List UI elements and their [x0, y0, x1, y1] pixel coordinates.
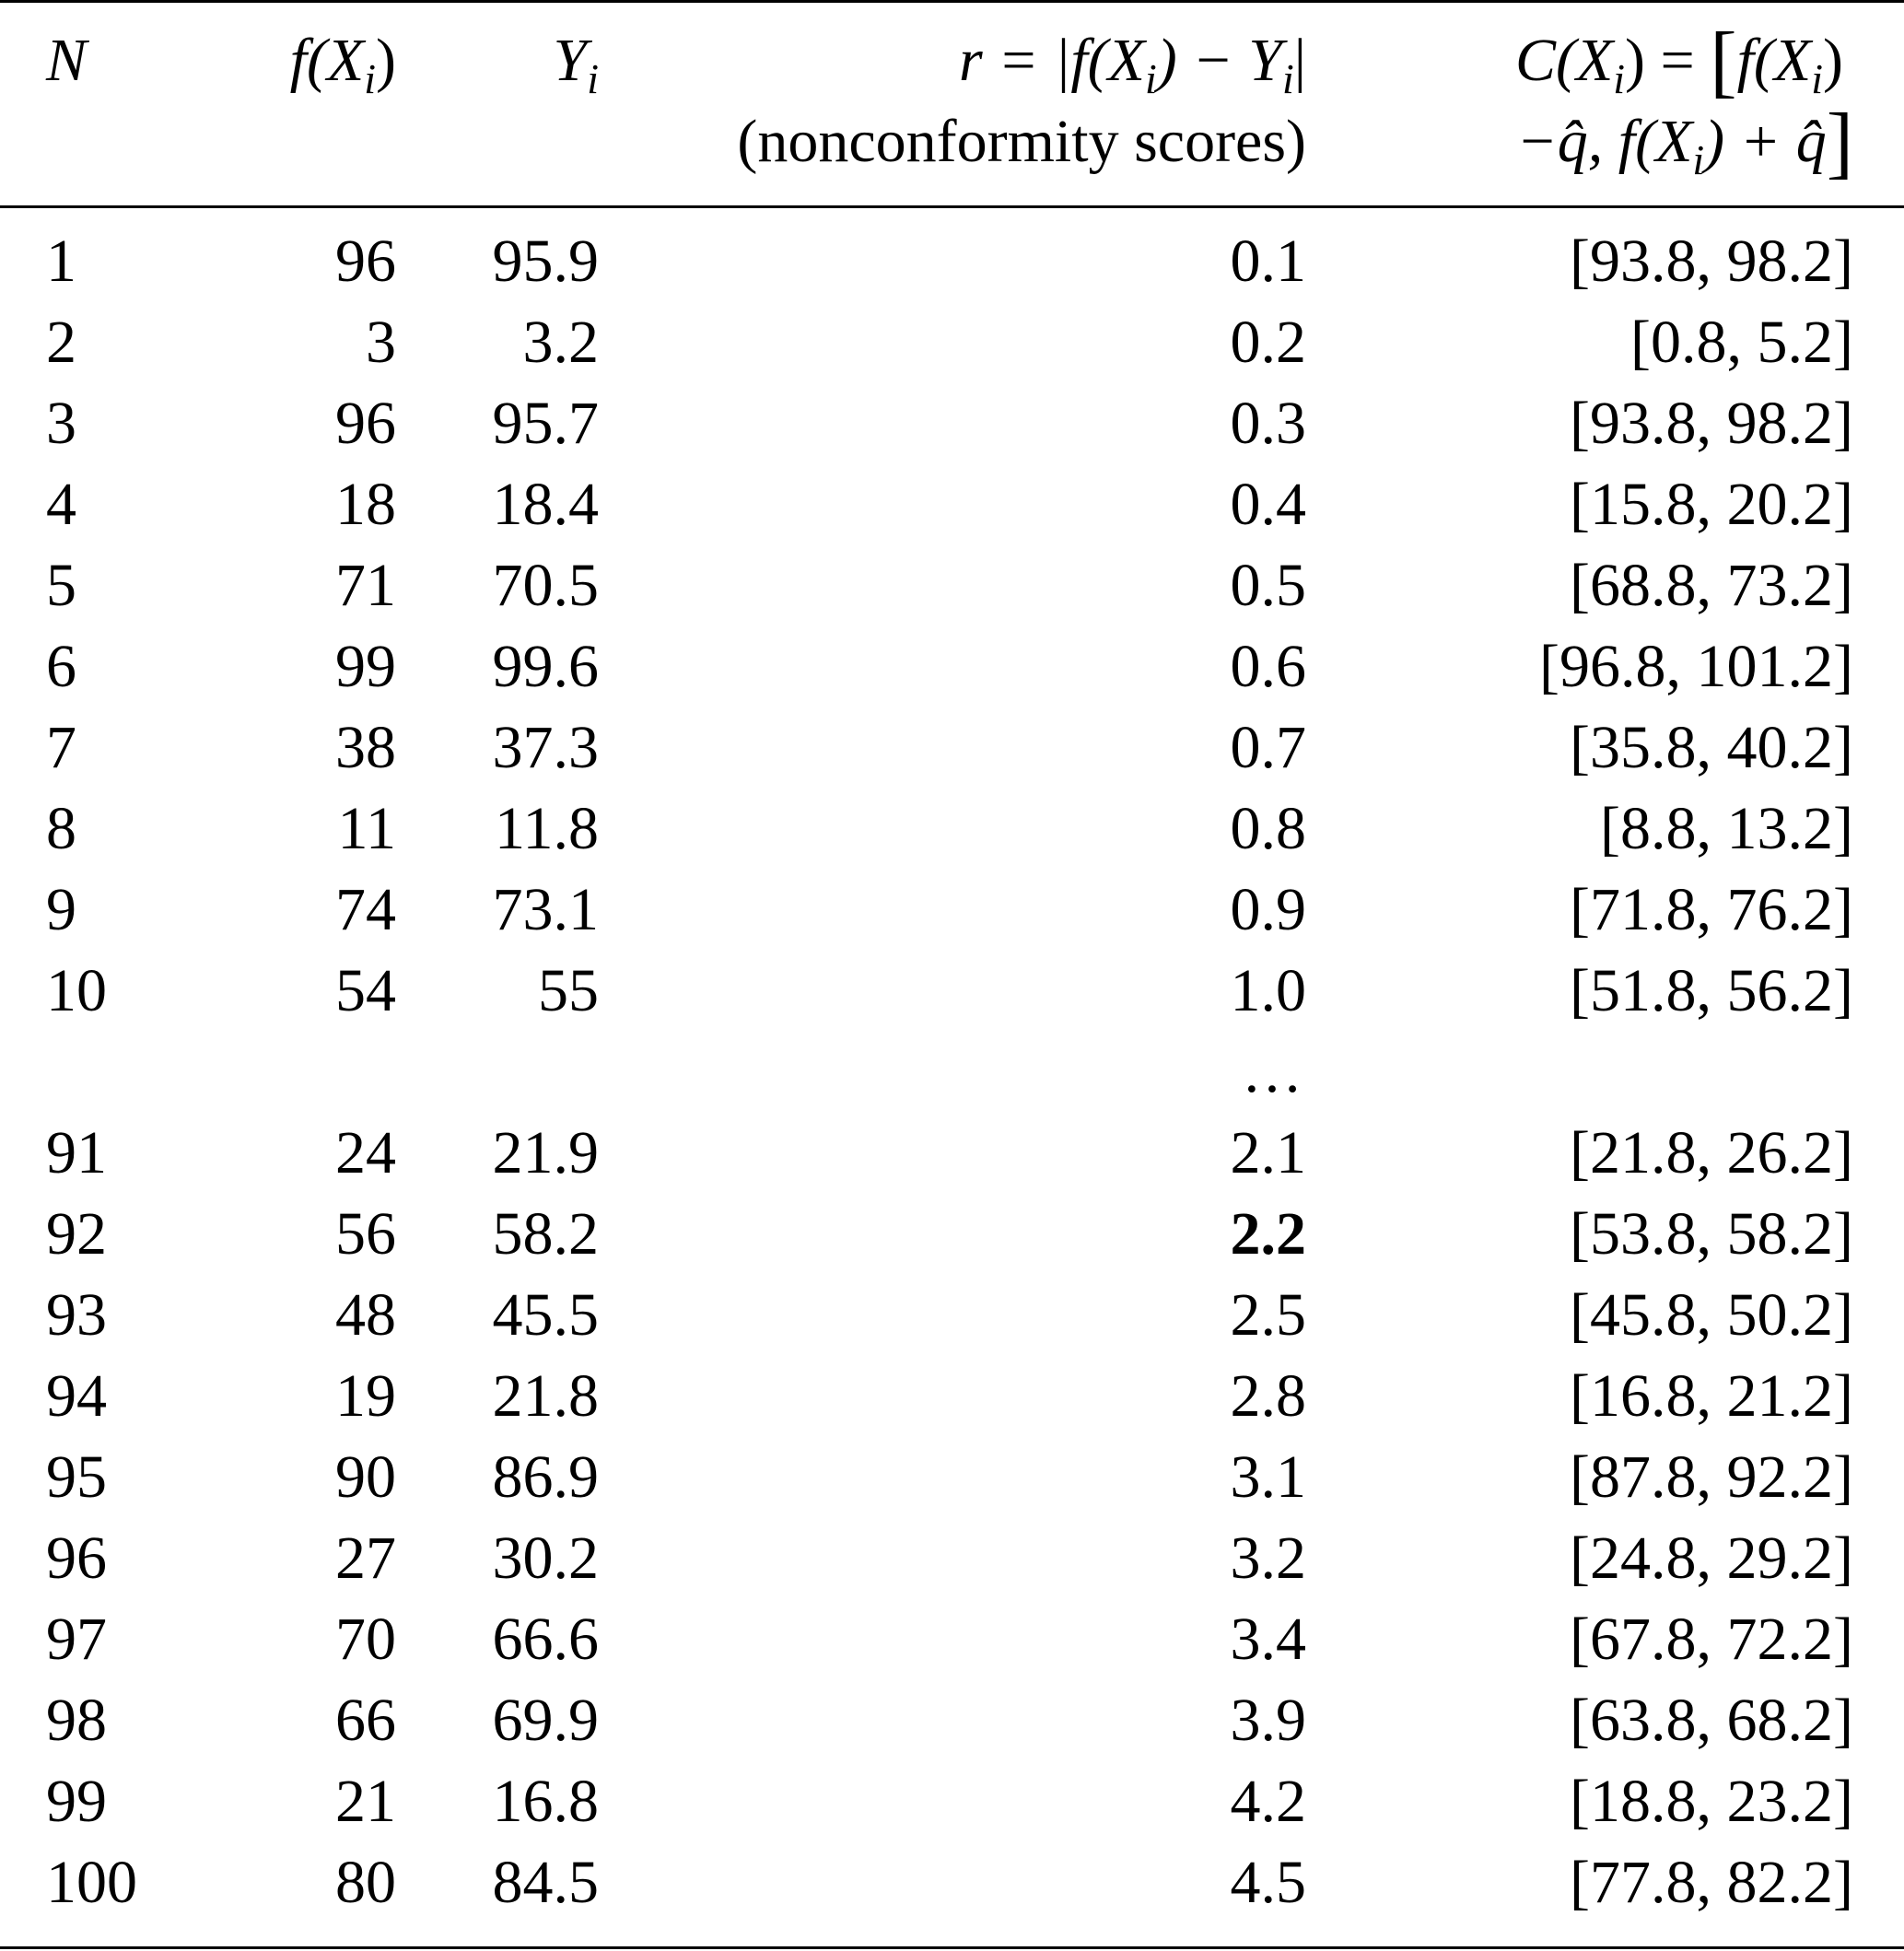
cell-prediction: 99	[335, 633, 396, 700]
cell-prediction: 3	[366, 309, 396, 376]
cell-n: 7	[46, 714, 76, 781]
table-row	[0, 789, 1904, 870]
rows-omitted-ellipsis: …	[1242, 1038, 1306, 1105]
cell-score: 2.8	[1230, 1362, 1306, 1430]
table-row	[0, 1761, 1904, 1842]
cell-prediction: 71	[335, 552, 396, 619]
cell-prediction: 96	[335, 390, 396, 457]
cell-interval: [16.8, 21.2]	[1570, 1362, 1853, 1430]
cell-score: 0.7	[1230, 714, 1306, 781]
cell-score: 2.2	[1230, 1200, 1306, 1268]
cell-interval: [93.8, 98.2]	[1570, 228, 1853, 295]
header-n: N	[46, 27, 88, 94]
table-row	[0, 1680, 1904, 1761]
cell-score: 0.3	[1230, 390, 1306, 457]
cell-interval: [35.8, 40.2]	[1570, 714, 1853, 781]
cell-interval: [24.8, 29.2]	[1570, 1525, 1853, 1592]
header-true-value: $Y_i$	[553, 27, 599, 102]
cell-score: 0.8	[1230, 795, 1306, 862]
cell-score: 3.4	[1230, 1606, 1306, 1673]
cell-n: 98	[46, 1687, 107, 1754]
table-row	[0, 302, 1904, 383]
header-interval-line1: $C(X_i) = [f(X_i)$	[1514, 17, 1843, 106]
cell-true-value: 86.9	[492, 1443, 599, 1511]
table-row	[0, 707, 1904, 789]
cell-interval: [67.8, 72.2]	[1570, 1606, 1853, 1673]
cell-true-value: 95.9	[492, 228, 599, 295]
cell-interval: [87.8, 92.2]	[1570, 1443, 1853, 1511]
cell-interval: [18.8, 23.2]	[1570, 1768, 1853, 1835]
cell-interval: [96.8, 101.2]	[1539, 633, 1853, 700]
cell-score: 4.2	[1230, 1768, 1306, 1835]
table-row	[0, 1437, 1904, 1518]
cell-n: 2	[46, 309, 76, 376]
cell-prediction: 74	[335, 876, 396, 943]
cell-true-value: 21.8	[492, 1362, 599, 1430]
table-row	[0, 1356, 1904, 1437]
cell-true-value: 16.8	[492, 1768, 599, 1835]
table-row	[0, 951, 1904, 1032]
cell-interval: [53.8, 58.2]	[1570, 1200, 1853, 1268]
cell-true-value: 58.2	[492, 1200, 599, 1268]
table-row	[0, 1113, 1904, 1194]
cell-interval: [0.8, 5.2]	[1630, 309, 1853, 376]
cell-interval: [71.8, 76.2]	[1570, 876, 1853, 943]
cell-interval: [51.8, 56.2]	[1570, 957, 1853, 1024]
cell-score: 4.5	[1230, 1849, 1306, 1916]
table-row	[0, 1275, 1904, 1356]
cell-prediction: 54	[335, 957, 396, 1024]
cell-n: 92	[46, 1200, 107, 1268]
table-top-rule	[0, 0, 1904, 3]
cell-true-value: 18.4	[492, 471, 599, 538]
cell-n: 100	[46, 1849, 137, 1916]
cell-n: 8	[46, 795, 76, 862]
cell-prediction: 48	[335, 1281, 396, 1349]
cell-n: 99	[46, 1768, 107, 1835]
header-score-caption: (nonconformity scores)	[737, 108, 1306, 175]
table-row	[0, 626, 1904, 707]
cell-n: 97	[46, 1606, 107, 1673]
table-bottom-rule	[0, 1946, 1904, 1949]
cell-score: 0.1	[1230, 228, 1306, 295]
cell-n: 4	[46, 471, 76, 538]
table-row	[0, 545, 1904, 626]
cell-n: 96	[46, 1525, 107, 1592]
cell-true-value: 37.3	[492, 714, 599, 781]
cell-true-value: 3.2	[522, 309, 599, 376]
cell-interval: [68.8, 73.2]	[1570, 552, 1853, 619]
cell-score: 2.1	[1230, 1119, 1306, 1186]
table-row	[0, 1599, 1904, 1680]
cell-n: 94	[46, 1362, 107, 1430]
table-row	[0, 221, 1904, 302]
cell-prediction: 21	[335, 1768, 396, 1835]
header-interval-line2: −q̂, $f(X_i)$ + q̂]	[1516, 98, 1853, 187]
cell-prediction: 70	[335, 1606, 396, 1673]
cell-score: 3.1	[1230, 1443, 1306, 1511]
cell-score: 3.9	[1230, 1687, 1306, 1754]
table-header-rule	[0, 205, 1904, 208]
cell-n: 3	[46, 390, 76, 457]
cell-n: 95	[46, 1443, 107, 1511]
cell-n: 10	[46, 957, 107, 1024]
cell-prediction: 27	[335, 1525, 396, 1592]
cell-interval: [21.8, 26.2]	[1570, 1119, 1853, 1186]
cell-true-value: 69.9	[492, 1687, 599, 1754]
cell-interval: [63.8, 68.2]	[1570, 1687, 1853, 1754]
cell-score: 0.6	[1230, 633, 1306, 700]
cell-interval: [45.8, 50.2]	[1570, 1281, 1853, 1349]
cell-true-value: 99.6	[492, 633, 599, 700]
table-row	[0, 1194, 1904, 1275]
header-prediction-interval	[1514, 17, 1853, 187]
cell-prediction: 56	[335, 1200, 396, 1268]
cell-true-value: 66.6	[492, 1606, 599, 1673]
cell-prediction: 90	[335, 1443, 396, 1511]
cell-true-value: 55	[538, 957, 599, 1024]
cell-score: 0.2	[1230, 309, 1306, 376]
cell-prediction: 24	[335, 1119, 396, 1186]
cell-n: 5	[46, 552, 76, 619]
cell-interval: [93.8, 98.2]	[1570, 390, 1853, 457]
cell-interval: [77.8, 82.2]	[1570, 1849, 1853, 1916]
cell-prediction: 18	[335, 471, 396, 538]
header-prediction: $f(X_i)$	[289, 27, 396, 102]
cell-prediction: 66	[335, 1687, 396, 1754]
table-row	[0, 1518, 1904, 1599]
cell-prediction: 11	[337, 795, 396, 862]
table-row	[0, 383, 1904, 464]
cell-true-value: 21.9	[492, 1119, 599, 1186]
cell-score: 0.9	[1230, 876, 1306, 943]
table-row	[0, 1842, 1904, 1923]
cell-true-value: 11.8	[494, 795, 599, 862]
cell-n: 6	[46, 633, 76, 700]
cell-interval: [15.8, 20.2]	[1570, 471, 1853, 538]
cell-score: 0.4	[1230, 471, 1306, 538]
cell-true-value: 84.5	[492, 1849, 599, 1916]
cell-true-value: 95.7	[492, 390, 599, 457]
cell-n: 9	[46, 876, 76, 943]
cell-true-value: 70.5	[492, 552, 599, 619]
cell-prediction: 80	[335, 1849, 396, 1916]
cell-true-value: 73.1	[492, 876, 599, 943]
table-row	[0, 464, 1904, 545]
cell-true-value: 45.5	[492, 1281, 599, 1349]
header-score-formula: $r = |f(X_i) - Y_i|$	[958, 27, 1306, 102]
cell-n: 91	[46, 1119, 107, 1186]
header-nonconformity-score	[737, 20, 1306, 182]
cell-prediction: 19	[335, 1362, 396, 1430]
cell-interval: [8.8, 13.2]	[1600, 795, 1853, 862]
cell-prediction: 38	[335, 714, 396, 781]
cell-score: 3.2	[1230, 1525, 1306, 1592]
cell-n: 93	[46, 1281, 107, 1349]
cell-n: 1	[46, 228, 76, 295]
cell-true-value: 30.2	[492, 1525, 599, 1592]
cell-score: 2.5	[1230, 1281, 1306, 1349]
cell-score: 1.0	[1230, 957, 1306, 1024]
cell-score: 0.5	[1230, 552, 1306, 619]
table-row	[0, 870, 1904, 951]
cell-prediction: 96	[335, 228, 396, 295]
